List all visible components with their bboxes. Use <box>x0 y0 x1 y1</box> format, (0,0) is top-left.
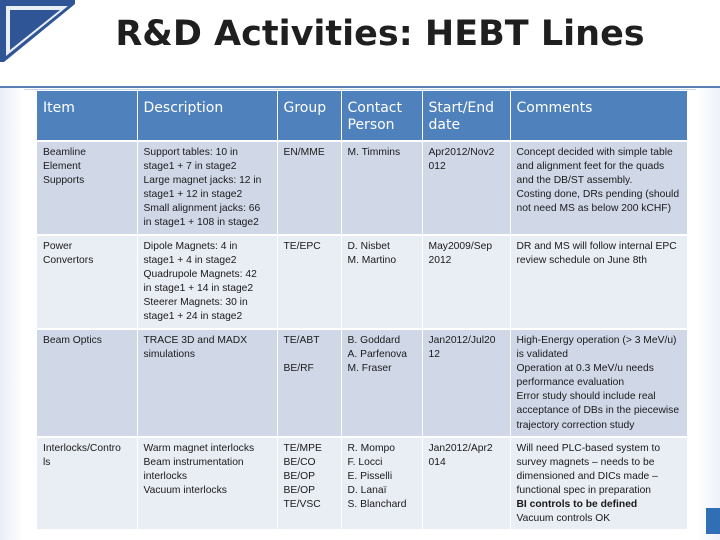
table-row <box>37 141 687 235</box>
cell-group <box>277 141 341 235</box>
dates-line: May2009/Sep <box>428 241 493 252</box>
cell-description <box>137 235 277 329</box>
contact-line: D. Lanaï <box>347 485 387 497</box>
cell-dates <box>422 329 510 437</box>
description-line: in stage1 + 14 in stage2 <box>143 283 254 295</box>
comments-line: dimensioned and DICs made – <box>516 471 658 483</box>
description-line: Quadrupole Magnets: 42 <box>143 269 257 281</box>
contact-line: B. Goddard <box>347 335 401 346</box>
comments-line: and alignment feet for the quads <box>516 161 665 173</box>
comments-line: acceptance of DBs in the piecewise <box>516 405 680 417</box>
header-contact-line2: Person <box>347 116 395 133</box>
cell-dates <box>422 235 510 329</box>
comments-line: Error study should include real <box>516 391 656 403</box>
group-line: BE/CO <box>283 457 316 469</box>
group-line: BE/OP <box>283 471 315 483</box>
dates-line: Jan2012/Apr2 <box>428 443 493 454</box>
title-rule <box>0 86 720 88</box>
cell-comments <box>510 235 687 329</box>
contact-line: R. Mompo <box>347 443 395 454</box>
item-line: ls <box>43 457 51 469</box>
comments-line: DR and MS will follow internal EPC <box>516 241 677 252</box>
corner-logo-bottom-right <box>706 508 720 534</box>
dates-line: 2012 <box>428 255 452 267</box>
item-line: Element <box>43 161 81 173</box>
contact-line: D. Nisbet <box>347 241 390 252</box>
item-line: Convertors <box>43 255 94 267</box>
cell-item <box>37 329 137 437</box>
comments-line: functional spec in preparation <box>516 485 652 497</box>
description-line: Dipole Magnets: 4 in <box>143 241 238 252</box>
slide-title: R&D Activities: HEBT Lines <box>115 14 645 54</box>
item-line: Beamline <box>43 147 86 158</box>
description-line: Warm magnet interlocks <box>143 443 255 454</box>
group-line: TE/MPE <box>283 443 322 454</box>
corner-logo <box>0 0 75 62</box>
comments-line: is validated <box>516 349 569 361</box>
group-line: EN/MME <box>283 147 325 158</box>
comments-line: not need MS as below 200 kCHF) <box>516 203 672 215</box>
comments-line: and the DB/ST assembly. <box>516 175 633 187</box>
cell-item <box>37 235 137 329</box>
cell-contact <box>341 437 422 529</box>
left-shade <box>0 88 24 540</box>
comments-line: performance evaluation <box>516 377 625 389</box>
contact-line: M. Timmins <box>347 147 401 158</box>
comments-line: Operation at 0.3 MeV/u needs <box>516 363 654 375</box>
comments-line: trajectory correction study <box>516 419 635 431</box>
description-line: stage1 + 12 in stage2 <box>143 189 243 201</box>
header-comments: Comments <box>510 91 687 141</box>
contact-line: E. Pisselli <box>347 471 393 483</box>
header-description: Description <box>137 91 277 141</box>
item-line: Power <box>43 241 73 252</box>
table-row <box>37 329 687 437</box>
cell-group <box>277 235 341 329</box>
comments-line: Concept decided with simple table <box>516 147 673 158</box>
table-row <box>37 437 687 529</box>
contact-line: M. Fraser <box>347 363 392 375</box>
group-line: TE/EPC <box>283 241 321 252</box>
cell-comments <box>510 437 687 529</box>
dates-line: 12 <box>428 349 440 361</box>
table-row <box>37 235 687 329</box>
cell-item <box>37 437 137 529</box>
description-line: simulations <box>143 349 196 361</box>
cell-dates <box>422 437 510 529</box>
group-line: TE/VSC <box>283 499 321 511</box>
description-line: Support tables: 10 in <box>143 147 238 158</box>
dates-line: 012 <box>428 161 446 173</box>
header-contact-line1: Contact <box>347 100 402 116</box>
cell-group <box>277 437 341 529</box>
description-line: stage1 + 7 in stage2 <box>143 161 237 173</box>
description-line: in stage1 + 108 in stage2 <box>143 217 259 229</box>
dates-line: 014 <box>428 457 446 469</box>
description-line: stage1 + 24 in stage2 <box>143 311 243 323</box>
group-line: TE/ABT <box>283 335 320 346</box>
description-line: Beam instrumentation <box>143 457 244 469</box>
header-start-line1: Start/End <box>428 100 495 116</box>
description-line: stage1 + 4 in stage2 <box>143 255 237 267</box>
description-line: interlocks <box>143 471 187 483</box>
cell-description <box>137 329 277 437</box>
header-start-end <box>422 91 510 141</box>
description-line: Steerer Magnets: 30 in <box>143 297 248 309</box>
title-rule-light <box>0 89 720 90</box>
dates-line: Apr2012/Nov2 <box>428 147 495 158</box>
description-line: TRACE 3D and MADX <box>143 335 248 346</box>
comments-line: Costing done, DRs pending (should <box>516 189 680 201</box>
cell-comments <box>510 329 687 437</box>
comments-line-bold: BI controls to be defined <box>516 499 638 511</box>
comments-line: High-Energy operation (> 3 MeV/u) <box>516 335 677 346</box>
cell-description <box>137 141 277 235</box>
group-line: BE/OP <box>283 485 315 497</box>
item-line: Supports <box>43 175 85 187</box>
item-line: Interlocks/Contro <box>43 443 121 454</box>
spacer <box>284 348 338 362</box>
contact-line: M. Martino <box>347 255 397 267</box>
dates-line: Jan2012/Jul20 <box>428 335 496 346</box>
comments-line: Will need PLC-based system to <box>516 443 661 454</box>
table-header-row <box>37 91 687 141</box>
activities-table <box>37 91 688 529</box>
description-line: Small alignment jacks: 66 <box>143 203 261 215</box>
header-item: Item <box>37 91 137 141</box>
description-line: Vacuum interlocks <box>143 485 227 497</box>
cell-contact <box>341 141 422 235</box>
comments-line: Vacuum controls OK <box>516 513 611 525</box>
contact-line: S. Blanchard <box>347 499 407 511</box>
cell-comments <box>510 141 687 235</box>
contact-line: A. Parfenova <box>347 349 408 361</box>
header-start-line2: date <box>428 116 461 133</box>
contact-line: F. Locci <box>347 457 383 469</box>
right-shade <box>696 88 720 540</box>
cell-contact <box>341 235 422 329</box>
header-contact <box>341 91 422 141</box>
cell-dates <box>422 141 510 235</box>
cell-item <box>37 141 137 235</box>
cell-contact <box>341 329 422 437</box>
header-group: Group <box>277 91 341 141</box>
item-line: Beam Optics <box>43 335 102 346</box>
description-line: Large magnet jacks: 12 in <box>143 175 262 187</box>
group-line: BE/RF <box>283 363 314 375</box>
cell-group <box>277 329 341 437</box>
comments-line: review schedule on June 8th <box>516 255 648 267</box>
cell-description <box>137 437 277 529</box>
comments-line: survey magnets – needs to be <box>516 457 655 469</box>
